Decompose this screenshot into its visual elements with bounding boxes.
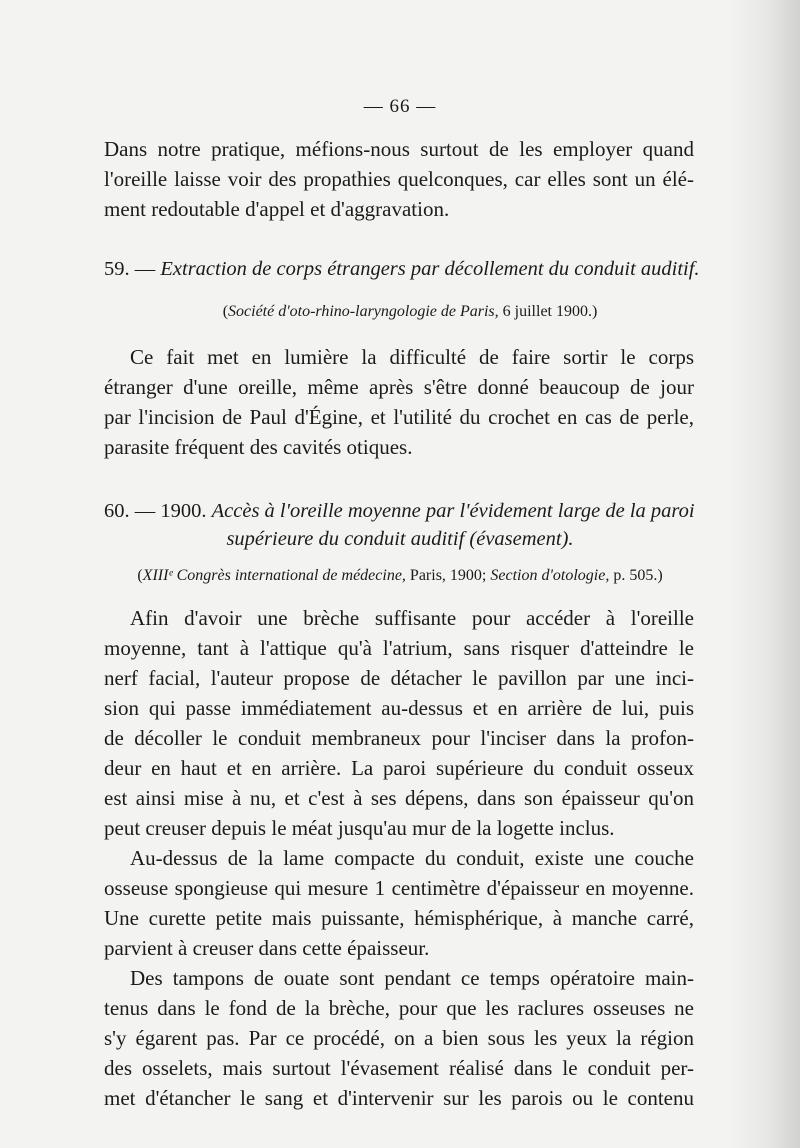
text-line: ment redoutable d'appel et d'aggravation.: [104, 197, 450, 221]
entry-59-body: [104, 342, 694, 462]
text-line: des osselets, mais surtout l'évasement réalisé dans le conduit per-: [104, 1056, 694, 1080]
text-line: Dans notre pratique, méfions-nous surtout de les employer quand: [104, 137, 694, 161]
source-close: ): [591, 303, 598, 320]
source-place: Paris, 1900;: [409, 567, 487, 584]
text-line: Une curette petite mais puissante, hémisphérique, à manche carré,: [104, 906, 694, 930]
entry-60-paragraph-3: [104, 963, 694, 1113]
source-open: (: [137, 567, 143, 584]
entry-60-source: [0, 567, 800, 585]
text-line: Des tampons de ouate sont pendant ce temps opératoire main-: [130, 966, 694, 990]
entry-title-line-1: Accès à l'oreille moyenne par l'évidement large de la paroi: [211, 500, 695, 522]
text-line: nerf facial, l'auteur propose de détacher le pavillon par une inci-: [104, 666, 694, 690]
text-line: parvient à creuser dans cette épaisseur.: [104, 936, 430, 960]
entry-number: 60. — 1900.: [104, 500, 207, 522]
entry-60-heading: [104, 500, 694, 523]
text-line: Ce fait met en lumière la difficulté de faire sortir le corps: [130, 345, 694, 369]
entry-60-paragraph-1: [104, 603, 694, 843]
source-congress: XIIIᵉ Congrès international de médecine,: [142, 567, 406, 584]
entry-title-line-2: supérieure du conduit auditif (évasement).: [226, 528, 574, 550]
text-line: met d'étancher le sang et d'intervenir sur les parois ou le contenu: [104, 1086, 694, 1110]
text-line: par l'incision de Paul d'Égine, et l'utilité du crochet en cas de perle,: [104, 405, 694, 429]
text-line: sion qui passe immédiatement au-dessus et en arrière de lui, puis: [104, 696, 694, 720]
text-line: moyenne, tant à l'attique qu'à l'atrium, sans risquer d'atteindre le: [104, 636, 694, 660]
text-line: Au-dessus de la lame compacte du conduit, existe une couche: [130, 846, 694, 870]
source-section: Section d'otologie,: [490, 567, 610, 584]
source-publication: Société d'oto-rhino-laryngologie de Paris,: [228, 303, 499, 320]
text-line: deur en haut et en arrière. La paroi supérieure du conduit osseux: [104, 756, 694, 780]
entry-60-paragraph-2: [104, 843, 694, 963]
text-line: est ainsi mise à nu, et c'est à ses dépens, dans son épaisseur qu'on: [104, 786, 694, 810]
text-line: peut creuser depuis le méat jusqu'au mur de la logette inclus.: [104, 816, 615, 840]
source-date: 6 juillet 1900.: [502, 303, 592, 320]
source-page: p. 505.): [613, 567, 663, 584]
text-line: l'oreille laisse voir des propathies quelconques, car elles sont un élé-: [104, 167, 694, 191]
text-line: s'y égarent pas. Par ce procédé, on a bien sous les yeux la région: [104, 1026, 694, 1050]
text-line: Afin d'avoir une brèche suffisante pour accéder à l'oreille: [130, 606, 694, 630]
text-line: tenus dans le fond de la brèche, pour que les raclures osseuses ne: [104, 996, 694, 1020]
text-line: étranger d'une oreille, même après s'être donné beaucoup de jour: [104, 375, 694, 399]
entry-59-heading: [104, 258, 700, 281]
entry-title: Extraction de corps étrangers par décollement du conduit auditif.: [160, 258, 700, 280]
page-number: — 66 —: [363, 96, 437, 117]
entry-number: 59. —: [104, 258, 156, 280]
entry-60-heading-cont: [0, 528, 800, 551]
text-line: osseuse spongieuse qui mesure 1 centimètre d'épaisseur en moyenne.: [104, 876, 694, 900]
entry-59-source: [10, 303, 800, 321]
source-open: (: [222, 303, 229, 320]
text-line: de décoller le conduit membraneux pour l'inciser dans la profon-: [104, 726, 694, 750]
intro-paragraph: [104, 134, 694, 224]
text-line: parasite fréquent des cavités otiques.: [104, 435, 413, 459]
